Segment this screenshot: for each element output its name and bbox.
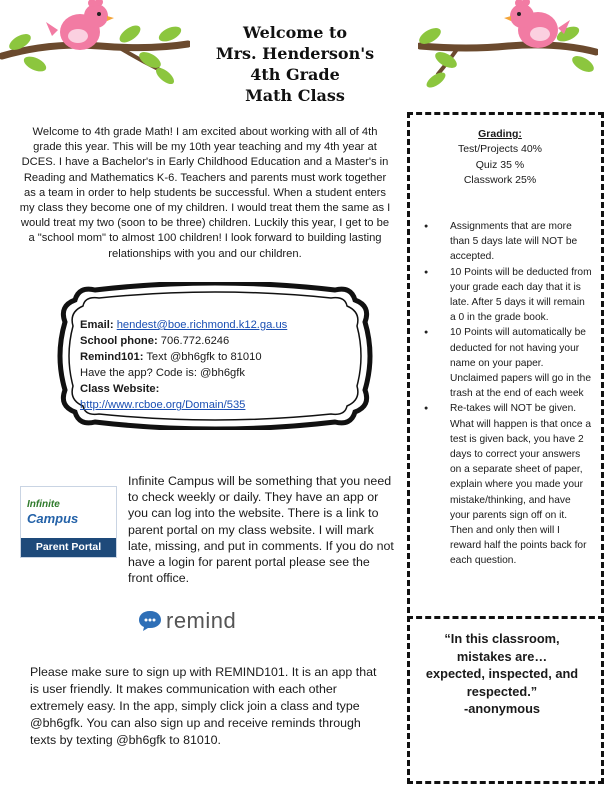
grading-line: Quiz 35 % — [475, 158, 525, 171]
remind-logo — [136, 606, 276, 636]
website-label: Class Website: — [80, 383, 160, 396]
ic-logo-word2: Campus — [27, 511, 79, 526]
title-line-4: Math Class — [245, 86, 345, 105]
remind-line — [80, 349, 340, 365]
remind-label: Remind101: — [80, 351, 144, 364]
intro-paragraph: Welcome to 4th grade Math! I am excited about working with all of 4th grade this year. This will be my 10th year teaching and my 4th year at DCES. I have a Bachelor's in Early Childhood Education and a Master's in Reading and Mathematics K-6. Teachers and parents must work together as a team in order to help students be successful. When a student enters my class they become one of my children. I would treat them the same as I would treat my two (soon to be three) children. Luckily this year, I get to be a "school mom" to almost 100 children! I look forward to building lasting relationships with you and our children. — [19, 126, 391, 260]
policy-list — [422, 219, 592, 569]
quote-author: -anonymous — [463, 701, 541, 716]
remind-instructions: Text @bh6gfk to 81010 — [146, 351, 262, 364]
grading-heading: Grading: — [478, 128, 522, 140]
website-line — [80, 397, 340, 413]
website-link[interactable]: http://www.rcboe.org/Domain/535 — [80, 399, 246, 412]
ic-logo-banner: Parent Portal — [21, 538, 116, 557]
ic-logo-word1: Infinite — [27, 499, 60, 510]
email-label: Email: — [80, 319, 114, 331]
grading-line: Classwork 25% — [463, 173, 537, 186]
quote-line-1: “In this classroom, mistakes are… — [444, 631, 560, 664]
title-line-3: 4th Grade — [250, 65, 340, 84]
classroom-quote — [418, 630, 586, 718]
page-title — [180, 22, 410, 106]
sidebar-divider — [407, 616, 604, 619]
remind-bubble-icon — [138, 610, 162, 632]
phone-label: School phone: — [80, 335, 158, 348]
email-line — [80, 317, 340, 333]
remind-paragraph: Please make sure to sign up with REMIND101. It is an app that is user friendly. It makes communication with each other extremely easy. In the app, simply click join a class and type @bh6gfk. You can also sign up and receive reminds through texts by texting @bh6gfk to 81010. — [30, 665, 377, 747]
grading-line: Test/Projects 40% — [457, 143, 543, 156]
grading-section — [420, 127, 580, 188]
quote-line-2: expected, inspected, and respected.” — [425, 666, 579, 699]
bird-branch-right-illustration — [418, 0, 598, 100]
title-line-2: Mrs. Henderson's — [215, 44, 375, 63]
bird-branch-left-illustration — [0, 0, 190, 100]
policy-item: ● 10 Points will automatically be deducted for not having your name on your paper. Unclaimed papers will go in the trash at the end of each week — [422, 325, 592, 401]
remind-logo-word: remind — [166, 608, 237, 633]
phone-line — [80, 333, 340, 349]
app-code-line: Have the app? Code is: @bh6gfk — [80, 367, 245, 380]
policy-item: ● Assignments that are more than 5 days late will NOT be accepted. — [422, 219, 592, 265]
title-line-1: Welcome to — [242, 23, 348, 42]
phone-number: 706.772.6246 — [160, 335, 230, 348]
policy-item: ● 10 Points will be deducted from your grade each day that it is late. After 5 days it will remain a 0 in the grade book. — [422, 265, 592, 326]
email-link[interactable]: hendest@boe.richmond.k12.ga.us — [116, 319, 288, 331]
policy-item: ● Re-takes will NOT be given. What will happen is that once a test is given back, you have 2 days to correct your answers on a separate sheet of paper, explain where you made your mistake/thinking, and have your parents sign off on it. Then and only then will I reward half the points back for each question. — [422, 401, 592, 568]
infinite-campus-paragraph: Infinite Campus will be something that you need to check weekly or daily. They have an app or you can log into the website. There is a link to parent portal on my class website. I will mark late, missing, and put in comments. If you do not have a login for parent portal please see the front office. — [128, 474, 394, 586]
contact-info — [80, 317, 340, 414]
infinite-campus-logo — [20, 486, 117, 558]
